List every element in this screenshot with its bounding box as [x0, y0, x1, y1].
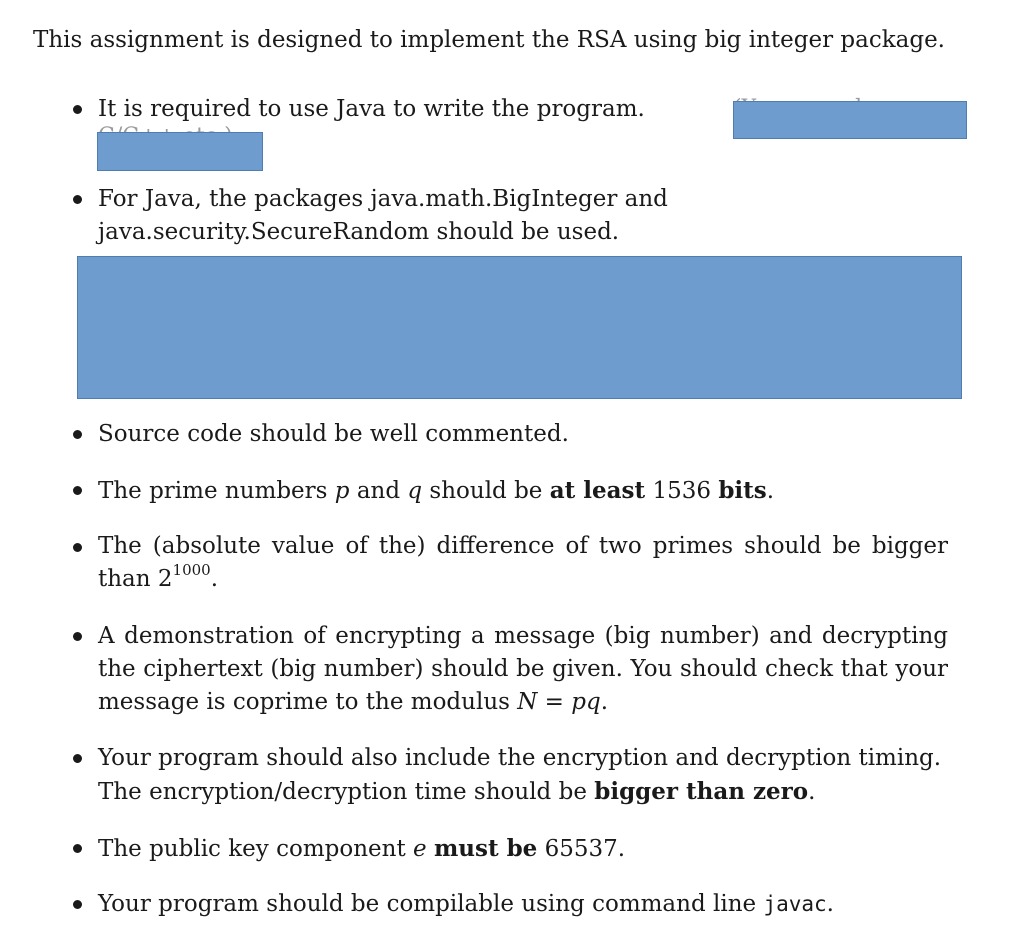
bullet-marker	[73, 105, 82, 114]
item-difference: The (absolute value of the) difference of two primes should be bigger than $2^{1000}$.	[98, 533, 948, 592]
item-comments: Source code should be well commented.	[98, 421, 569, 447]
item-demo: A demonstration of encrypting a message (big number) and decrypting the ciphertext (big number) should be given. You should check that your message is coprime to the modulus N = pq.	[98, 623, 948, 715]
bullet-marker	[73, 430, 82, 439]
bullet-marker	[73, 195, 82, 204]
redaction-box	[733, 101, 967, 139]
bullet-marker	[73, 486, 82, 495]
item-java: It is required to use Java to write the program.	[98, 96, 645, 122]
item-primes: The prime numbers p and q should be at least 1536 bits.	[98, 477, 775, 504]
item-timing: Your program should also include the encryption and decryption timing. The encryption/decryption time should be bigger than zero.	[98, 745, 942, 805]
intro-paragraph: This assignment is designed to implement the RSA using big integer package.	[33, 27, 945, 53]
bullet-marker	[73, 632, 82, 641]
item-packages: For Java, the packages java.math.BigInteger and java.security.SecureRandom should be used.	[98, 186, 668, 245]
item-pubkey: The public key component e must be 65537.	[98, 835, 626, 862]
bullet-marker	[73, 900, 82, 909]
bullet-marker	[73, 844, 82, 853]
bullet-marker	[73, 754, 82, 763]
redaction-box	[77, 256, 962, 399]
redaction-box	[97, 132, 263, 171]
bullet-marker	[73, 543, 82, 552]
item-compile: Your program should be compilable using command line javac.	[98, 891, 834, 917]
